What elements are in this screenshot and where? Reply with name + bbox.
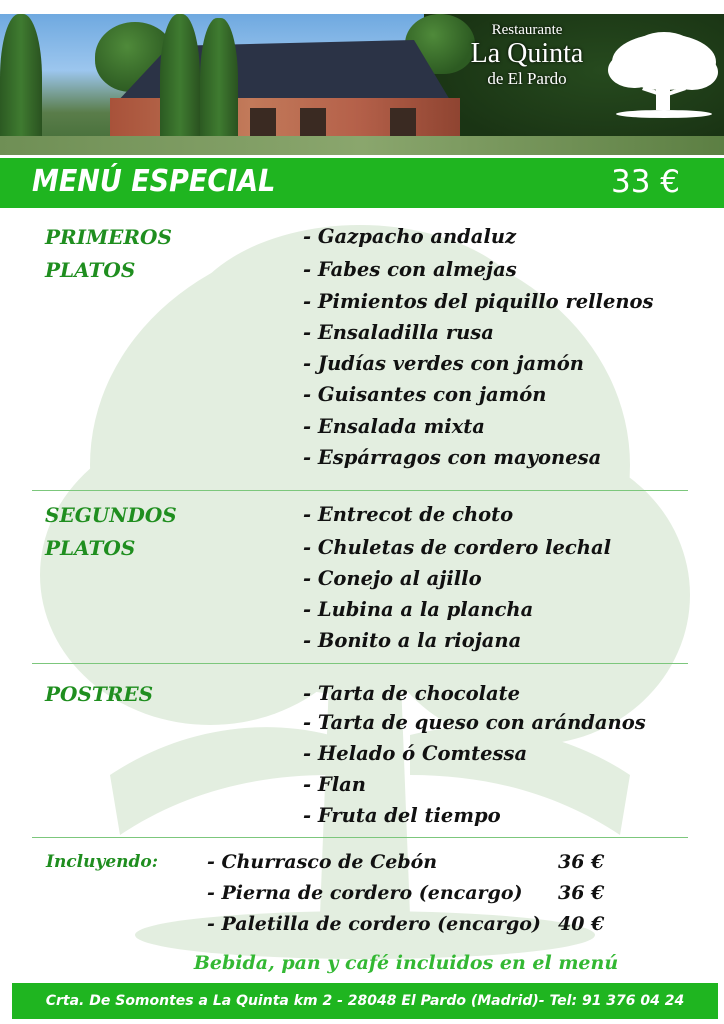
included-note: Bebida, pan y café incluidos en el menú [193, 952, 619, 974]
section-segundos-label-2: PLATOS [45, 536, 136, 560]
brand-line-2: La Quinta [470, 38, 584, 69]
section-divider [32, 663, 688, 664]
section-postres-label: POSTRES [45, 682, 154, 706]
photo-cypress [160, 14, 200, 155]
menu-price: 33 € [610, 164, 680, 200]
extras-label: Incluyendo: [46, 852, 159, 872]
footer-address: Crta. De Somontes a La Quinta km 2 - 28048 El Pardo (Madrid)- Tel: 91 376 04 24 [12, 983, 718, 1019]
section-primeros-label-1: PRIMEROS [45, 225, 172, 249]
menu-title-bar [0, 158, 724, 208]
dish-segundos: - Entrecot de choto [303, 503, 514, 526]
dish-primeros: - Fabes con almejas [303, 258, 517, 281]
dish-segundos: - Bonito a la riojana [303, 629, 522, 652]
dish-postres: - Flan [303, 773, 366, 796]
dish-postres: - Tarta de queso con arándanos [303, 711, 646, 734]
restaurant-brand [452, 22, 602, 89]
dish-postres: - Fruta del tiempo [303, 804, 501, 827]
section-primeros-label-2: PLATOS [45, 258, 136, 282]
photo-cypress [0, 14, 42, 155]
dish-primeros: - Judías verdes con jamón [303, 352, 584, 375]
dish-primeros: - Gazpacho andaluz [303, 225, 517, 248]
dish-postres: - Helado ó Comtessa [303, 742, 528, 765]
dish-primeros: - Ensaladilla rusa [303, 321, 494, 344]
extra-item-price: 40 € [558, 913, 605, 935]
photo-cypress [200, 18, 238, 155]
dish-segundos: - Conejo al ajillo [303, 567, 482, 590]
brand-line-1: Restaurante [491, 22, 563, 38]
section-segundos-label-1: SEGUNDOS [45, 503, 177, 527]
extra-item-name: - Pierna de cordero (encargo) [207, 882, 523, 904]
dish-primeros: - Guisantes con jamón [303, 383, 547, 406]
section-divider [32, 837, 688, 838]
photo-terrace [0, 136, 724, 155]
extra-item-price: 36 € [558, 851, 605, 873]
section-divider [32, 490, 688, 491]
oak-tree-logo-icon [604, 30, 722, 120]
dish-postres: - Tarta de chocolate [303, 682, 521, 705]
dish-primeros: - Espárragos con mayonesa [303, 446, 602, 469]
dish-segundos: - Lubina a la plancha [303, 598, 534, 621]
brand-line-3: de El Pardo [487, 69, 567, 88]
extra-item-price: 36 € [558, 882, 605, 904]
menu-title: MENÚ ESPECIAL [32, 164, 276, 199]
extra-item-name: - Paletilla de cordero (encargo) [207, 913, 541, 935]
extra-item-name: - Churrasco de Cebón [207, 851, 438, 873]
dish-primeros: - Pimientos del piquillo rellenos [303, 290, 654, 313]
dish-primeros: - Ensalada mixta [303, 415, 485, 438]
dish-segundos: - Chuletas de cordero lechal [303, 536, 611, 559]
